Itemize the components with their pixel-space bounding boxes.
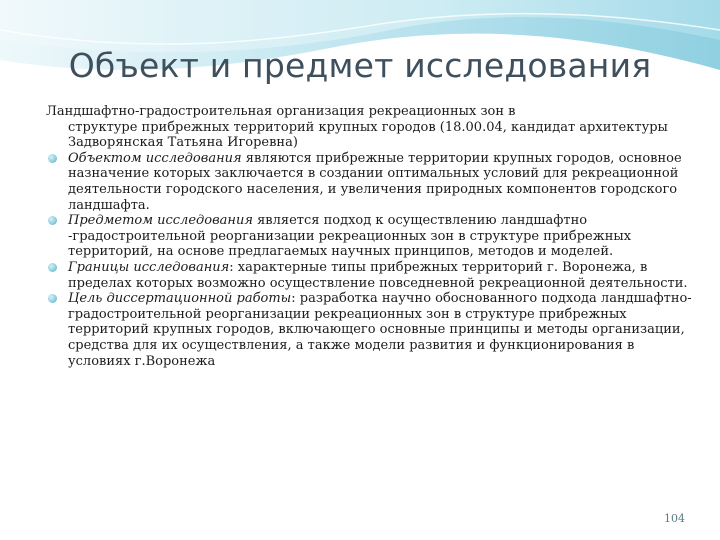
bullet-term: Предметом исследования bbox=[68, 213, 253, 229]
bullet-text: является подход к осуществлению ландшафтно -градостроительной реорганизации рекреационных зон в структуре прибрежных территорий, на основе предлагаемых научных принципов, методов и моделей. bbox=[68, 213, 632, 260]
bullet-icon bbox=[48, 294, 57, 303]
bullet-list bbox=[46, 151, 696, 369]
bullet-text: являются прибрежные территории крупных городов, основное назначение которых заключается в создании оптимальных условий для рекреационной деятельности городского населения, и увеличения природных компонентов городского ландшафта. bbox=[68, 150, 682, 213]
page-number: 104 bbox=[664, 512, 685, 525]
slide-body bbox=[46, 104, 696, 369]
list-item bbox=[46, 213, 696, 260]
bullet-icon bbox=[48, 154, 57, 163]
bullet-text: : характерные типы прибрежных территорий г. Воронежа, в пределах которых возможно осуществление повседневной рекреационной деятельности. bbox=[68, 259, 688, 291]
bullet-term: Объектом исследования bbox=[68, 150, 242, 166]
bullet-term: Цель диссертационной работы bbox=[68, 291, 292, 307]
bullet-icon bbox=[48, 263, 57, 272]
slide-title: Объект и предмет исследования bbox=[68, 46, 652, 85]
intro-paragraph bbox=[46, 104, 696, 151]
list-item bbox=[46, 291, 696, 369]
intro-main: Ландшафтно-градостроительная организация рекреационных зон в bbox=[46, 104, 516, 119]
list-item bbox=[46, 151, 696, 213]
intro-tail: структуре прибрежных территорий крупных городов (18.00.04, кандидат архитектуры Задворянская Татьяна Игоревна) bbox=[68, 119, 668, 151]
list-item bbox=[46, 260, 696, 291]
bullet-term: Границы исследования bbox=[68, 259, 230, 275]
bullet-icon bbox=[48, 216, 57, 225]
bullet-text: : разработка научно обоснованного подхода ландшафтно-градостроительной реорганизации рекреационных зон в структуре прибрежных территорий крупных городов, включающего основные принципы и методы организации, средства для их осуществления, а также модели развития и функционирования в условиях г.Воронежа bbox=[68, 291, 692, 369]
